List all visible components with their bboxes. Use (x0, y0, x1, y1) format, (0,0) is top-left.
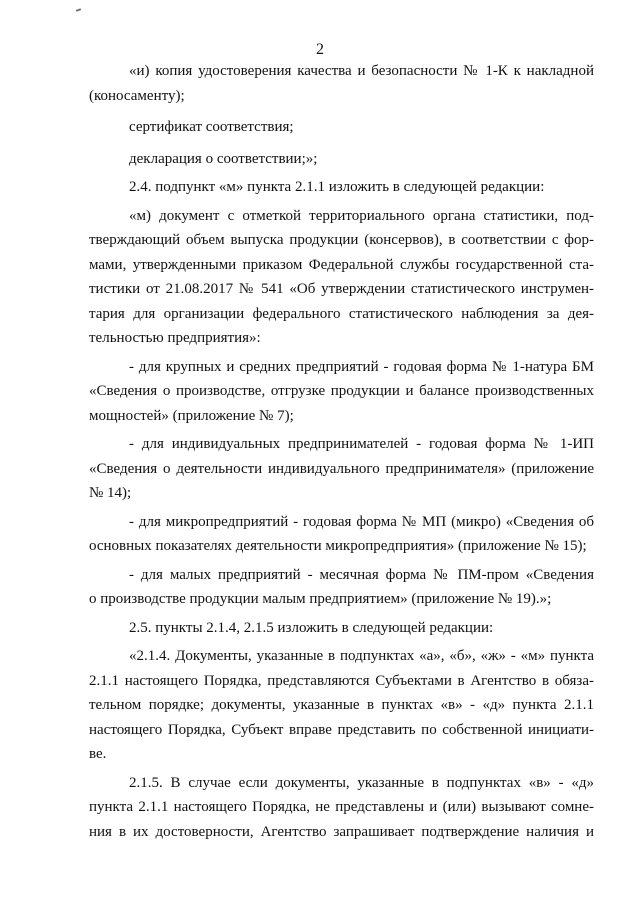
text-line: 2.1.1 настоящего Порядка, представляются Субъектами в Агентство в обяза- (89, 672, 594, 689)
text-line: мощностей» (приложение № 7); (89, 407, 294, 424)
text-line: - для индивидуальных предпринимателей - годовая форма № 1-ИП (129, 436, 594, 452)
text-line: тверждающий объем выпуска продукции (консервов), в соответствии с фор- (89, 232, 594, 248)
text-line: «Сведения о производстве, отгрузке продукции и балансе производственных (89, 383, 594, 399)
text-line: «Сведения о деятельности индивидуального предпринимателя» (приложение (89, 460, 594, 477)
text-line: № 14); (89, 485, 132, 501)
text-line: «2.1.4. Документы, указанные в подпунктах «а», «б», «ж» - «м» пункта (129, 648, 594, 664)
text-line: 2.5. пункты 2.1.4, 2.1.5 изложить в следующей редакции: (129, 619, 494, 636)
paragraph-2-1-5 (89, 771, 594, 845)
paragraph-small-enterprises (89, 563, 594, 612)
text-line: - для крупных и средних предприятий - годовая форма № 1-натура БМ (129, 358, 594, 375)
page-number: 2 (316, 41, 324, 58)
scan-artifact (76, 8, 81, 12)
text-line: тельностью предприятия»: (89, 330, 261, 346)
text-line: - для микропредприятий - годовая форма № МП (микро) «Сведения об (129, 513, 594, 530)
text-line: 2.1.5. В случае если документы, указанные в подпунктах «в» - «д» (129, 774, 594, 791)
paragraph-2-5 (89, 616, 594, 641)
paragraph-large-enterprises (89, 355, 594, 429)
text-line: - для малых предприятий - месячная форма № ПМ-пром «Сведения (129, 566, 594, 583)
text-line: «м) документ с отметкой территориального органа статистики, под- (129, 207, 594, 224)
text-line: тистики от 21.08.2017 № 541 «Об утверждении статистического инструмен- (89, 281, 594, 297)
paragraph-item-i (89, 59, 594, 108)
text-line: ния в их достоверности, Агентство запрашивает подтверждение наличия и (89, 823, 594, 840)
text-line: ве. (89, 746, 107, 762)
text-line: (коносаменту); (89, 87, 185, 104)
text-line: основных показателях деятельности микропредприятия» (приложение № 15); (89, 538, 587, 554)
text-line: пункта 2.1.1 настоящего Порядка, не представлены и (или) вызывают сомне- (89, 799, 594, 815)
text-line: тельном порядке; документы, указанные в пунктах «в» - «д» пункта 2.1.1 (89, 697, 594, 713)
paragraph-2-4 (89, 175, 594, 200)
text-line: тария для организации федерального статистического наблюдения за дея- (89, 305, 594, 322)
text-line: сертификат соответствия; (129, 119, 294, 135)
text-line: мами, утвержденными приказом Федеральной службы государственной ста- (89, 256, 594, 273)
text-line: о производстве продукции малым предприятием» (приложение № 19).»; (89, 591, 552, 607)
text-line: декларация о соответствии;»; (129, 150, 318, 167)
document-body (89, 59, 594, 844)
paragraph-certificate (89, 115, 594, 140)
paragraph-declaration (89, 147, 594, 172)
paragraph-entrepreneurs (89, 432, 594, 506)
paragraph-micro-enterprises (89, 510, 594, 559)
text-line: «и) копия удостоверения качества и безопасности № 1-К к накладной (129, 63, 594, 79)
paragraph-item-m (89, 204, 594, 351)
text-line: настоящего Порядка, Субъект вправе представить по собственной инициати- (89, 721, 594, 738)
paragraph-2-1-4 (89, 644, 594, 767)
text-line: 2.4. подпункт «м» пункта 2.1.1 изложить в следующей редакции: (129, 179, 545, 195)
